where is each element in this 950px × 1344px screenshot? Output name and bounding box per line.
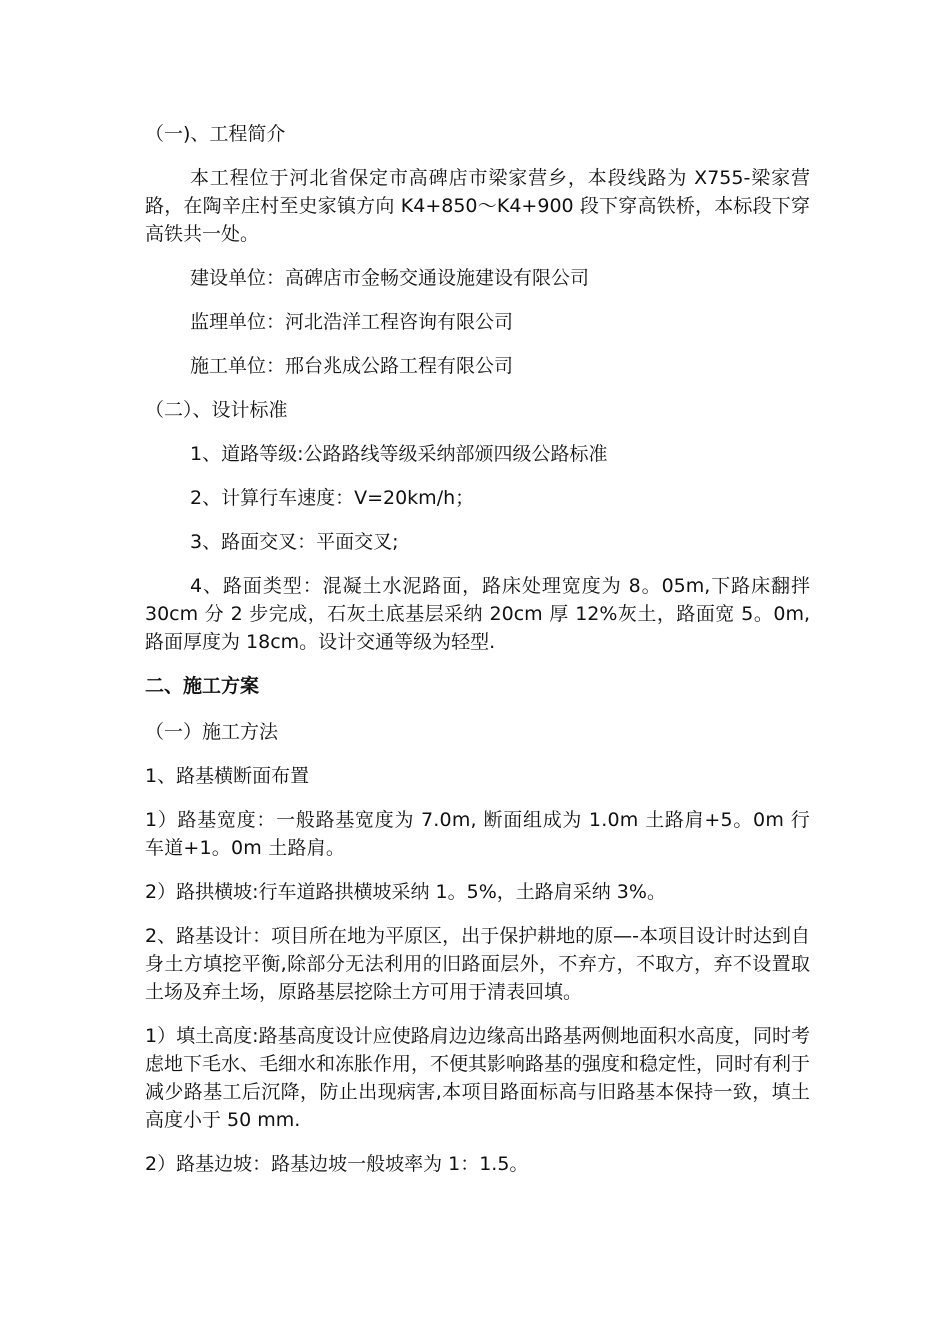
paragraph-road-grade: 1、道路等级:公路路线等级采纳部颁四级公路标准 [190,443,608,465]
paragraph-construction-unit: 建设单位：高碑店市金畅交通设施建设有限公司 [190,267,590,289]
paragraph-fill-height: 1）填土高度:路基高度设计应使路肩边边缘高出路基两侧地面积水高度，同时考虑地下毛水、毛细水和冻胀作用，不便其影响路基的强度和稳定性，同时有利于减少路基工后沉降，防止出现病害,本项目路面标高与旧路基本保持一致，填土高度小于 50 mm. [145,1025,811,1131]
section-heading-design-standards: （二）、设计标准 [145,399,288,421]
paragraph-subgrade-width: 1）路基宽度：一般路基宽度为 7.0m, 断面组成为 1.0m 土路肩+5。0m 行车道+1。0m 土路肩。 [145,809,810,859]
paragraph-contractor-unit: 施工单位：邢台兆成公路工程有限公司 [190,355,514,377]
paragraph-pavement-type: 4、路面类型：混凝土水泥路面，路床处理宽度为 8。05m,下路床翻拌 30cm 分 2 步完成，石灰土底基层采纳 20cm 厚 12%灰土，路面宽 5。0m,路面厚度为 18cm。设计交通等级为轻型. [145,575,810,653]
paragraph-supervision-unit: 监理单位：河北浩洋工程咨询有限公司 [190,311,514,333]
paragraph-project-location: 本工程位于河北省保定市高碑店市梁家营乡，本段线路为 X755-梁家营路，在陶辛庄村至史家镇方向 K4+850～K4+900 段下穿高铁桥，本标段下穿高铁共一处。 [145,167,810,245]
document-body [145,120,810,1194]
paragraph-intersection: 3、路面交叉：平面交叉; [190,531,399,553]
paragraph-side-slope: 2）路基边坡：路基边坡一般坡率为 1：1.5。 [145,1153,529,1175]
paragraph-crown-slope: 2）路拱横坡:行车道路拱横坡采纳 1。5%，土路肩采纳 3%。 [145,881,666,903]
paragraph-design-speed: 2、计算行车速度：V=20km/h； [190,487,475,509]
subheading-cross-section: 1、路基横断面布置 [145,765,310,787]
section-heading-construction-method: （一）施工方法 [145,721,279,743]
chapter-heading-construction-plan: 二、施工方案 [145,675,260,697]
paragraph-subgrade-design: 2、路基设计：项目所在地为平原区，出于保护耕地的原—-本项目设计时达到自身土方填挖平衡,除部分无法利用的旧路面层外，不弃方，不取方，弃不设置取土场及弃土场，原路基层挖除土方可用于清表回填。 [145,925,810,1003]
section-heading-project-overview: （一)、工程简介 [145,123,286,145]
